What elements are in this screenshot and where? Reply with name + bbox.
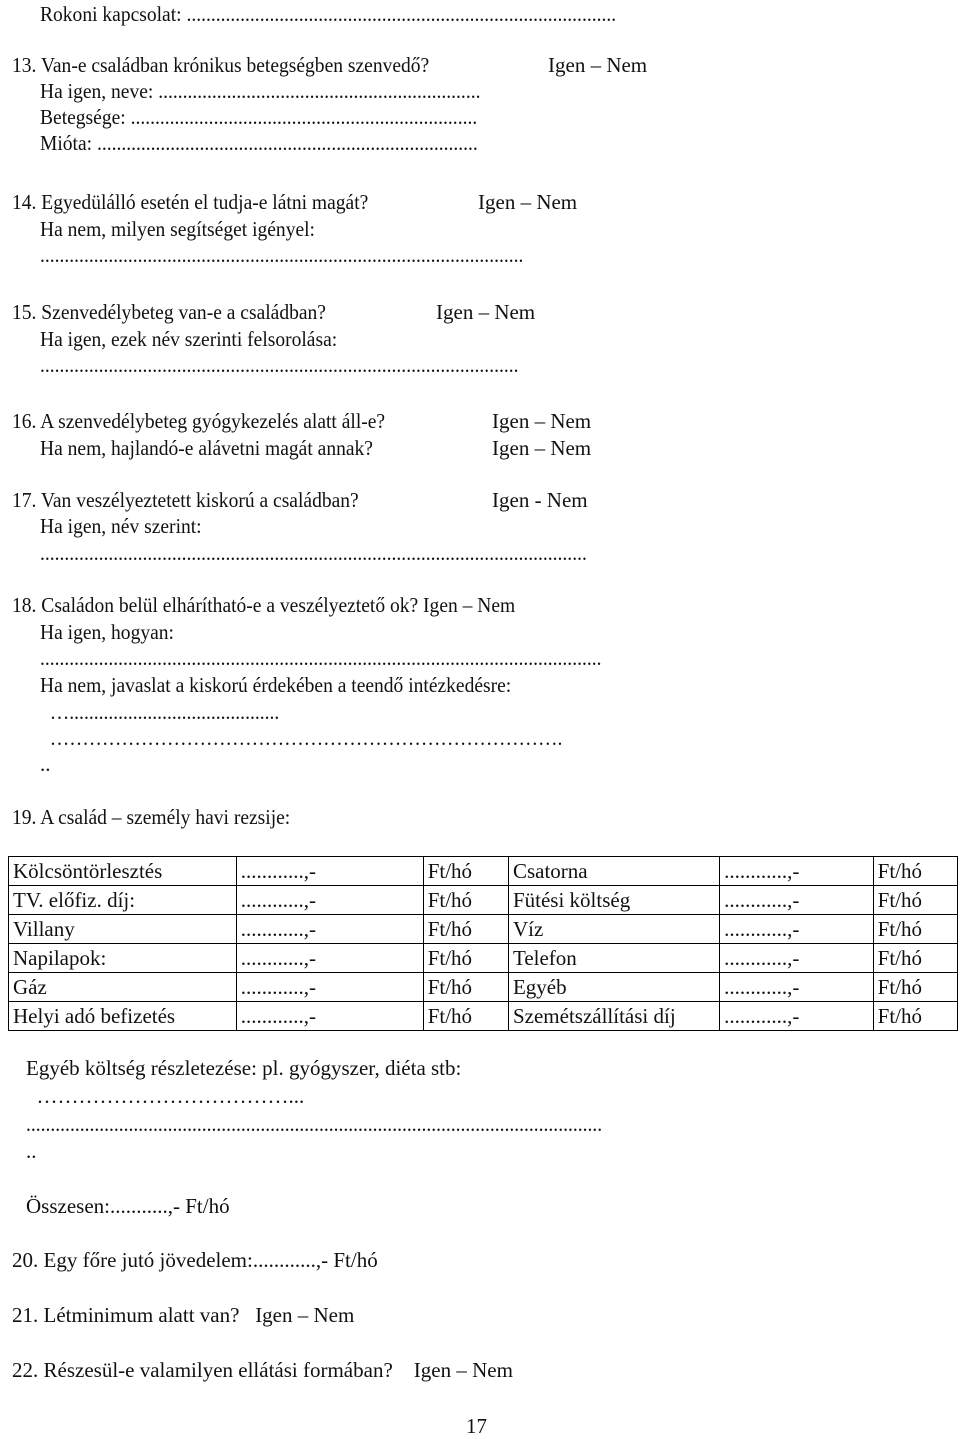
question-18-dots-2: …...........................................	[40, 700, 280, 724]
question-18-dots-4: ..	[40, 752, 51, 776]
question-17-yes-no: Igen - Nem	[492, 488, 588, 512]
rezsi-item-unit: Ft/hó	[423, 973, 508, 1002]
rezsi-item-amount: ............,-	[236, 973, 423, 1002]
question-15-list: Ha igen, ezek név szerinti felsorolása:	[40, 327, 338, 351]
rezsi-item-label: Egyéb	[508, 973, 719, 1002]
rezsi-item-amount: ............,-	[236, 1002, 423, 1031]
question-13-illness: Betegsége: .......................................................................	[40, 105, 478, 129]
question-19: 19. A család – személy havi rezsije:	[12, 805, 291, 829]
rezsi-row	[9, 886, 958, 915]
rezsi-item-unit: Ft/hó	[873, 944, 957, 973]
question-16-yes-no: Igen – Nem	[492, 409, 592, 433]
rezsi-item-amount: ............,-	[720, 857, 874, 886]
egyeb-koltseg-title: Egyéb költség részletezése: pl. gyógyszer, diéta stb:	[26, 1056, 462, 1080]
rezsi-item-amount: ............,-	[720, 944, 874, 973]
rokoni-kapcsolat-line: Rokoni kapcsolat: ........................................................................................	[40, 2, 617, 26]
question-17-name: Ha igen, név szerint:	[40, 514, 202, 538]
question-17: 17. Van veszélyeztetett kiskorú a családban?	[12, 488, 359, 512]
question-18: 18. Családon belül elhárítható-e a veszélyeztető ok? Igen – Nem	[12, 593, 516, 617]
rezsi-item-label: TV. előfiz. díj:	[9, 886, 237, 915]
question-14-yes-no: Igen – Nem	[478, 190, 578, 214]
rezsi-item-unit: Ft/hó	[873, 915, 957, 944]
question-16-sub-yes-no: Igen – Nem	[492, 436, 592, 460]
question-22: 22. Részesül-e valamilyen ellátási formában? Igen – Nem	[12, 1358, 513, 1382]
rezsi-item-label: Villany	[9, 915, 237, 944]
rezsi-item-amount: ............,-	[720, 915, 874, 944]
rezsi-item-unit: Ft/hó	[423, 886, 508, 915]
rezsi-row	[9, 973, 958, 1002]
question-14: 14. Egyedülálló esetén el tudja-e látni magát?	[12, 190, 369, 214]
rezsi-item-amount: ............,-	[720, 973, 874, 1002]
question-18-no: Ha nem, javaslat a kiskorú érdekében a teendő intézkedésre:	[40, 673, 512, 697]
rezsi-item-label: Kölcsöntörlesztés	[9, 857, 237, 886]
question-16-sub: Ha nem, hajlandó-e alávetni magát annak?	[40, 436, 373, 460]
rezsi-item-unit: Ft/hó	[423, 944, 508, 973]
question-15-yes-no: Igen – Nem	[436, 300, 536, 324]
question-14-dots: ...................................................................................................	[40, 243, 524, 267]
question-17-dots: ................................................................................................................	[40, 541, 587, 565]
egyeb-koltseg-dots-2: ......................................................................................................................	[26, 1112, 603, 1136]
rezsi-item-label: Napilapok:	[9, 944, 237, 973]
page-number: 17	[466, 1414, 487, 1438]
question-18-how: Ha igen, hogyan:	[40, 620, 174, 644]
rezsi-item-unit: Ft/hó	[423, 915, 508, 944]
rezsi-item-unit: Ft/hó	[423, 1002, 508, 1031]
rezsi-item-label: Szemétszállítási díj	[508, 1002, 719, 1031]
egyeb-koltseg-dots-3: ..	[26, 1139, 37, 1163]
rezsi-row	[9, 857, 958, 886]
question-15: 15. Szenvedélybeteg van-e a családban?	[12, 300, 326, 324]
rezsi-item-unit: Ft/hó	[873, 857, 957, 886]
egyeb-koltseg-dots-1: ………………………………...	[26, 1084, 305, 1108]
question-16: 16. A szenvedélybeteg gyógykezelés alatt áll-e?	[12, 409, 386, 433]
question-13-yes-no: Igen – Nem	[548, 53, 648, 77]
rezsi-item-unit: Ft/hó	[423, 857, 508, 886]
rezsi-item-label: Víz	[508, 915, 719, 944]
question-14-help: Ha nem, milyen segítséget igényel:	[40, 217, 315, 241]
rezsi-item-amount: ............,-	[720, 886, 874, 915]
rezsi-item-amount: ............,-	[236, 944, 423, 973]
question-21: 21. Létminimum alatt van? Igen – Nem	[12, 1303, 355, 1327]
question-15-dots: ..................................................................................................	[40, 353, 519, 377]
rezsi-item-unit: Ft/hó	[873, 973, 957, 1002]
rezsi-item-amount: ............,-	[236, 915, 423, 944]
question-13-name: Ha igen, neve: ..................................................................	[40, 79, 481, 103]
rezsi-item-amount: ............,-	[236, 886, 423, 915]
question-18-dots: ...................................................................................................................	[40, 646, 602, 670]
question-13: 13. Van-e családban krónikus betegségben szenvedő?	[12, 53, 430, 77]
rezsi-item-label: Csatorna	[508, 857, 719, 886]
rezsi-item-unit: Ft/hó	[873, 1002, 957, 1031]
rezsi-row	[9, 915, 958, 944]
question-18-dots-3: …………………………………………………………………….	[40, 726, 563, 750]
rezsi-item-label: Telefon	[508, 944, 719, 973]
rezsi-item-label: Gáz	[9, 973, 237, 1002]
question-20: 20. Egy főre jutó jövedelem:............,- Ft/hó	[12, 1248, 378, 1272]
rezsi-table	[8, 856, 958, 1031]
rezsi-row	[9, 944, 958, 973]
rezsi-item-unit: Ft/hó	[873, 886, 957, 915]
rezsi-row	[9, 1002, 958, 1031]
question-13-since: Mióta: ..............................................................................	[40, 131, 478, 155]
rezsi-item-label: Fütési költség	[508, 886, 719, 915]
rezsi-item-label: Helyi adó befizetés	[9, 1002, 237, 1031]
rezsi-item-amount: ............,-	[236, 857, 423, 886]
rezsi-item-amount: ............,-	[720, 1002, 874, 1031]
osszesen-line: Összesen:...........,- Ft/hó	[26, 1194, 230, 1218]
